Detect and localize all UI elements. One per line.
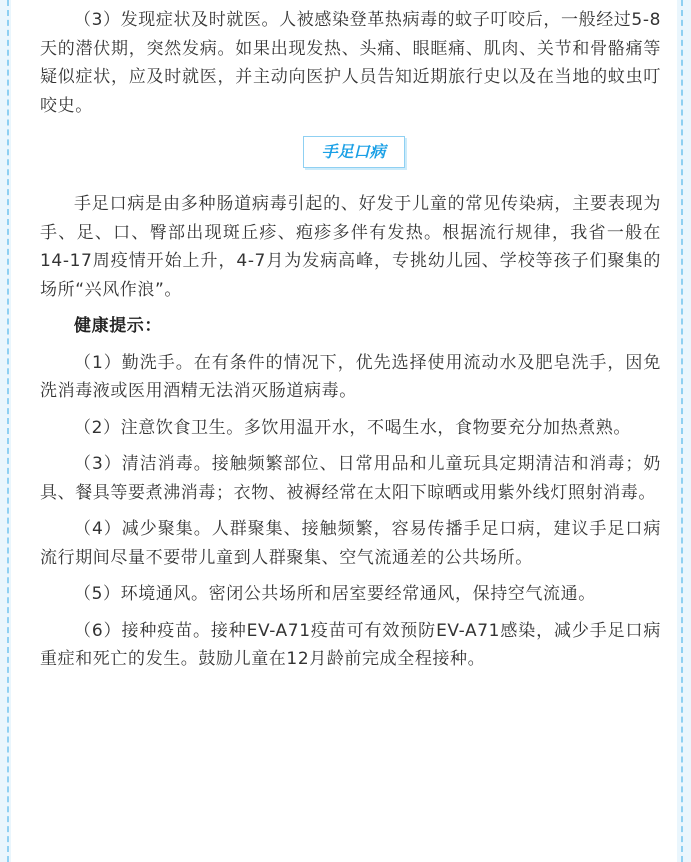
article-content [40, 6, 661, 682]
health-tips-title: 健康提示： [74, 316, 162, 336]
tip-reduce-gathering: （4）减少聚集。人群聚集、接触频繁，容易传播手足口病，建议手足口病流行期间尽量不要带儿童到人群聚集、空气流通差的公共场所。 [40, 519, 661, 568]
right-dashed-border [681, 0, 683, 862]
tip-food-hygiene: （2）注意饮食卫生。多饮用温开水，不喝生水，食物要充分加热煮熟。 [74, 417, 632, 438]
tip-ventilation: （5）环境通风。密闭公共场所和居室要经常通风，保持空气流通。 [74, 584, 596, 604]
tip-cleaning-disinfection: （3）清洁消毒。接触频繁部位、日常用品和儿童玩具定期清洁和消毒；奶具、餐具等要煮沸消毒；衣物、被褥经常在太阳下晾晒或用紫外线灯照射消毒。 [40, 454, 661, 503]
paragraph-seek-medical-care: （3）发现症状及时就医。人被感染登革热病毒的蚊子叮咬后，一般经过5-8天的潜伏期，突然发病。如果出现发热、头痛、眼眶痛、肌肉、关节和骨骼痛等疑似症状，应及时就医，并主动向医护人员告知近期旅行史以及在当地的蚊虫叮咬史。 [40, 10, 661, 116]
tip-vaccination: （6）接种疫苗。接种EV-A71疫苗可有效预防EV-A71感染，减少手足口病重症和死亡的发生。鼓励儿童在12月龄前完成全程接种。 [40, 620, 661, 669]
section-heading-hfmd: 手足口病 [303, 136, 405, 168]
paragraph-hfmd-intro: 手足口病是由多种肠道病毒引起的、好发于儿童的常见传染病，主要表现为手、足、口、臀部出现斑丘疹、疱疹多伴有发热。根据流行规律，我省一般在14-17周疫情开始上升，4-7月为发病高峰，专挑幼儿园、学校等孩子们聚集的场所“兴风作浪”。 [40, 194, 661, 300]
left-dashed-border [7, 0, 9, 862]
tip-wash-hands: （1）勤洗手。在有条件的情况下，优先选择使用流动水及肥皂洗手，因免洗消毒液或医用酒精无法消灭肠道病毒。 [40, 352, 661, 401]
article-panel [11, 0, 677, 862]
section-heading-wrap [40, 136, 661, 168]
